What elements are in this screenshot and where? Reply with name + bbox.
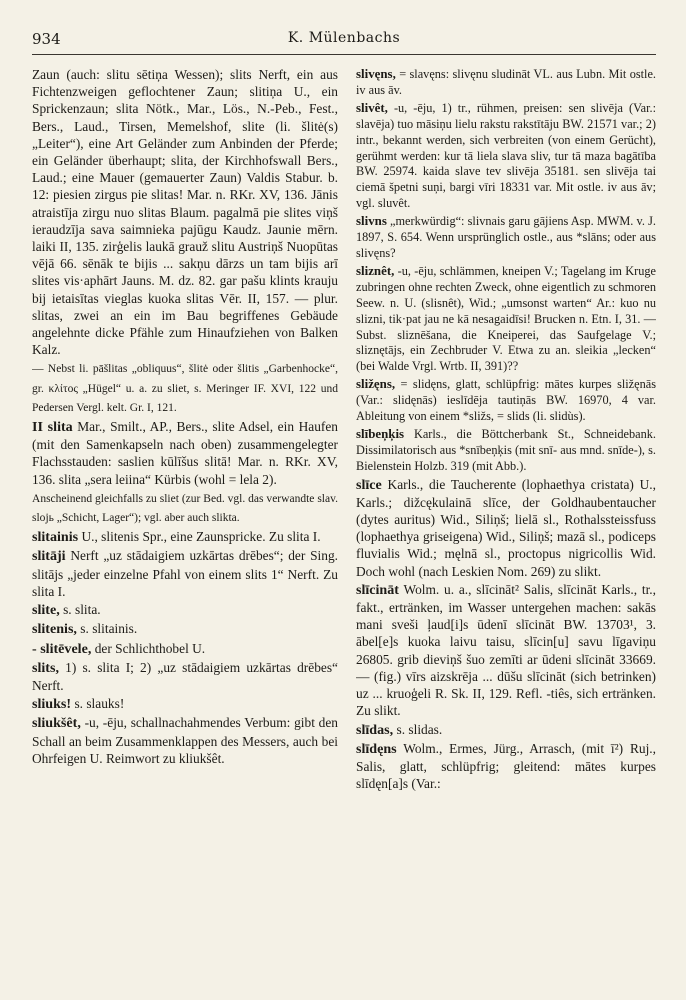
page-number: 934 <box>32 30 61 48</box>
headword: slīce <box>356 476 382 493</box>
dictionary-entry <box>32 528 338 546</box>
dictionary-entry <box>32 547 338 600</box>
dictionary-entry <box>356 263 656 375</box>
entry-text: s. slitainis. <box>76 621 138 637</box>
headword: slivęns, <box>356 66 396 81</box>
dictionary-entry <box>356 721 656 739</box>
entry-text: = slavęns: slivęnu sludināt VL. aus Lubn. Mit ostle. iv aus āv. <box>356 67 656 97</box>
dictionary-entry <box>356 476 656 580</box>
headword: slībeņķis <box>356 425 405 441</box>
right-column <box>356 66 656 986</box>
headword: slivêt, <box>356 99 388 115</box>
entry-text: Wolm. u. a., slīcināt² Salis, slīcināt Karls., tr., fakt., ertränken, im Wasser untergehen machen: sakās mani sveši ļaud[i]s ūdenī slīcināt BW. 13703¹, 3. ābel[e]s kuoka laivu taisu, slīcin[u] savu līgaviņu 26805. grib dieviņš šuo zemīti ar ūdeni slīcināt 33669. — (fig.) vīrs aizskrēja ... dūšu slīcināt (sich betrinken) uz ... kruoģeli R. Sk. II, 129. Refl. -tiês, sich ertränken. Zu slikt. <box>356 581 656 719</box>
dictionary-entry <box>32 620 338 638</box>
dictionary-entry <box>32 359 338 417</box>
headword: slīcināt <box>356 581 399 598</box>
dictionary-entry <box>32 695 338 713</box>
dictionary-entry <box>356 376 656 425</box>
headword: slits, <box>32 659 59 676</box>
dictionary-entry <box>356 740 656 793</box>
entry-text: -u, -ēju, schallnachahmendes Verbum: gibt den Schall an beim Zusammenklappen des Messers, auch bei Ohrfeigen U. Reimwort zu kliukšêt. <box>32 715 338 766</box>
dictionary-entry <box>32 640 338 658</box>
dictionary-entry <box>356 581 656 720</box>
headword: slite, <box>32 602 60 619</box>
entry-text: Wolm., Ermes, Jürg., Arrasch, (mit ī²) Ruj., Salis, glatt, schlüpfrig; gleitend: mātes kurpes slīdęn[a]s (Var.: <box>356 740 656 792</box>
entry-text: U., slitenis Spr., eine Zaunspricke. Zu slita I. <box>78 529 321 545</box>
entry-text: -u, -ēju, 1) tr., rühmen, preisen: sen slivēja (Var.: slavēja) tuo māsiņu lielu rakstu rakstītāju BW. 21571 var.; 2) intr., bekannt werden, sich verbreiten (von einem Gerücht), gerühmt werden: kur tā liela slava sliv, tur tā maza bagātība BW. 25974. kaida slave tev slivēja 35181. sen slivēja tai ciemā špetni suņi, bargi vīri 18331 var. Mit ostle. iv aus āv; vgl. sluvêt. <box>356 100 656 211</box>
dictionary-entry <box>356 426 656 475</box>
entry-text: = slidęns, glatt, schlüpfrig: mātes kurpes sližęnās (Var.: slidęnās) ieslīdēja tautiņās BW. 16970, 4 var. Ableitung von einem *sližs, = slids (li. slidùs). <box>356 377 656 424</box>
dictionary-entry <box>32 714 338 767</box>
etymology-note: — Nebst li. pāšlitas „obliquus“, šlitė oder šlitis „Garbenhocke“, gr. κλίτος „Hügel“ u. a. zu sliet, s. Meringer IF. XVI, 122 und Pedersen Vergl. kelt. Gr. I, 121. <box>32 363 338 414</box>
entry-text: Mar., Smilt., AP., Bers., slite Adsel, ein Haufen (mit den Samenkapseln nach oben) zusammengelegter Flachsstauden: saslien kūlīšus slitā! Mar. n. RKr. XV, 136. slita „sera leiina“ Kürbis (wohl = lela 2). <box>32 419 338 487</box>
headword: slitenis, <box>32 621 77 638</box>
entry-text: s. slidas. <box>393 721 443 737</box>
entry-text: Nerft „uz stādaigiem uzkārtas drēbes“; der Sing. slitājs „jeder einzelne Pfahl von einem slits 1“ Nerft. Zu slita I. <box>32 548 338 599</box>
dictionary-entry <box>32 489 338 527</box>
entry-text: Karls., die Taucherente (lophaethya cristata) U., Karls.; dižcękulainā slīce, der Goldhaubentaucher (dytes auritus) Wid., Siliņš; lielā sl., Rothalssteissfuss (lophaethya griseigena) Wid., Siliņš; mazā sl., podiceps fluvialis Wid.; męlnā sl., proctopus nigricollis Wid. Doch wohl (nach Leskien Nom. 269) zu slikt. <box>356 476 656 579</box>
dictionary-entry <box>32 418 338 488</box>
page-header <box>32 30 656 55</box>
entry-text: Zaun (auch: slitu sētiņa Wessen); slits Nerft, ein aus Fichtenzweigen geflochtener Zaun; slitiņa U., ein Sprickenzaun; slita Nötk., Mar., Lös., N.-Peb., Fest., Bers., Laud., Tirsen, Memelshof, slite (li. šlitė(s) „Leiter“), eine Art Geländer zum Anbinden der Pferde; ein Geländer überhaupt; slita, der Kirchhofswall Bers., Laud.; eine Mauer (gemauerter Zaun) Valdis Stabur. b. 12: piesien zirgus pie slitas! Mar. n. RKr. XV, 136. Jānis atraistīja zirgu nuo slitas Blaum. pagalmā pie slites viņš ieraudzīja sava saimnieka pajūgu Kaudz. Jaunie mērn. laiki II, 135. zirģelis laukā grauž slitu Austriņš Nuopūtas vējā 66. sēnāk te bijis ... sakņu dārzs un tam bijis arī slites vis·aphārt Jauns. M. dz. 82. gar pašu klints krauju bij ietaisītas vieglas kuoka slitas Vēr. II, 157. — plur. slitas, zwei an ein im Bau begriffenes Gebäude angelehnte dicke Pfähle zum Hinaufziehen von Balken Kalz. <box>32 67 338 358</box>
left-column <box>32 66 338 986</box>
headword: - slitēvele, <box>32 640 92 657</box>
dictionary-entry <box>356 66 656 99</box>
entry-text: s. slauks! <box>71 696 125 712</box>
entry-text: 1) s. slita I; 2) „uz stādaigiem uzkārtas drēbes“ Nerft. <box>32 659 338 693</box>
headword: slīdęns <box>356 740 397 757</box>
headword: slitainis <box>32 529 79 546</box>
dictionary-entry <box>356 213 656 262</box>
entry-text: Karls., die Böttcherbank St., Schneidebank. Dissimilatorisch aus *snībeņķis (mit snī- aus mnd. snīde-), s. Bielenstein Holzb. 319 (mit Abb.). <box>356 426 656 473</box>
headword: slitāji <box>32 548 66 565</box>
headword: II slita <box>32 419 73 436</box>
entry-text: „merkwürdig“: slivnais garu gājiens Asp. MWM. v. J. 1897, S. 654. Wenn ursprünglich ostle., aus *slāns; oder aus slivęns? <box>356 214 656 260</box>
entry-text: s. slita. <box>59 602 101 618</box>
headword: sližęns, <box>356 376 396 392</box>
headword: sliukšêt, <box>32 715 81 732</box>
headword: slīdas, <box>356 721 394 738</box>
dictionary-entry <box>32 659 338 694</box>
headword: slivns <box>356 213 387 229</box>
entry-text: der Schlichthobel U. <box>91 640 206 656</box>
entry-text: -u, -ēju, schlämmen, kneipen V.; Tagelang im Kruge zubringen ohne rechten Zweck, ohne eigentlich zu schmoren Seew. n. U. (slisnêt), Wid.; „umsonst warten“ Ar.: kuo nu slizni, tik·pat jau ne kā nesagaidīsi! Brucken n. Etn. I, 31. — Subst. sliznēšana, die Kneiperei, das Saufgelage V.; sliznętājs, ein Zechbruder V. Etwa zu an. sleikia „lecken“ (bei Walde Vrgl. Wrtb. II, 391)?? <box>356 263 656 374</box>
headword: sliuks! <box>32 696 72 713</box>
headword: sliznêt, <box>356 262 395 278</box>
dictionary-entry <box>32 66 338 358</box>
dictionary-entry <box>32 601 338 619</box>
running-title: K. Mülenbachs <box>287 30 401 46</box>
dictionary-entry <box>356 100 656 212</box>
etymology-note: Anscheinend gleichfalls zu sliet (zur Bed. vgl. das verwandte slav. slojь „Schicht, Lager“); vgl. aber auch slikta. <box>32 492 338 525</box>
